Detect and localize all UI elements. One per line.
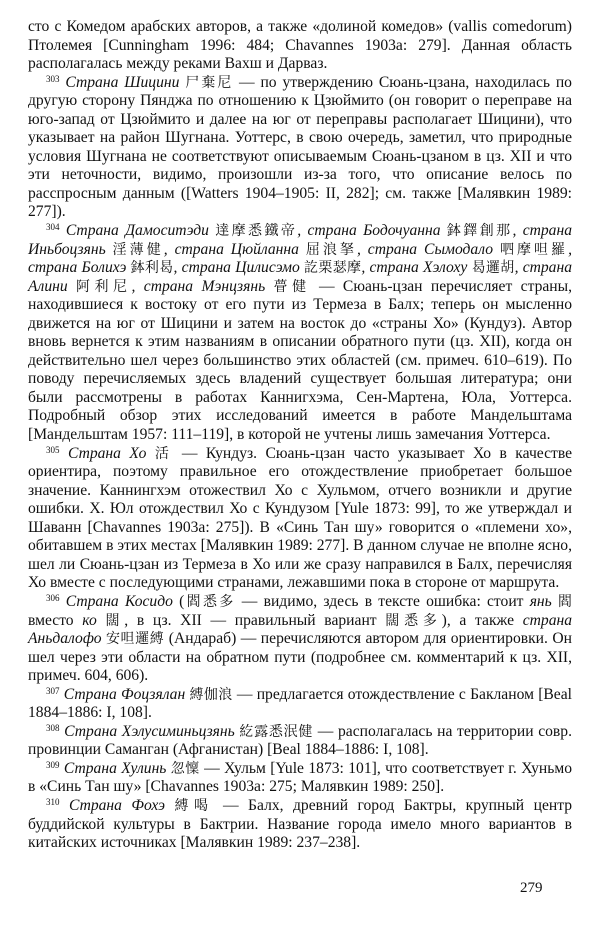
country-name: , страна Болихэ bbox=[28, 240, 573, 277]
footnote-305 bbox=[28, 445, 572, 593]
country-name: , страна Цилисэмо bbox=[173, 259, 300, 277]
country-name: Страна Дамоситэди bbox=[65, 222, 209, 240]
chinese-characters: 縛喝 bbox=[174, 797, 214, 814]
chinese-characters: 闊 bbox=[105, 612, 125, 629]
chinese-characters: 鉢鐸創那 bbox=[446, 223, 513, 240]
footnote-number: 305 bbox=[46, 444, 60, 455]
footnote-number: 304 bbox=[46, 222, 60, 233]
footnote-text: — Кундуз. Сюань-цзан часто указывает Хо в качестве ориентира, поэтому правильное его отождествление приобретает большое значение. Каннингхэм отожествил Хо с Хульмом, отчего возникли и другие ошибки. Х. Юл отождествил Хо с Кундузом [Yule 1873: 99], то же утверждал и Шаванн [Chavannes 1903a: 275]). В «Синь Тан шу» говорится о «племени хо», обитавшем в этих местах [Малявкин 1989: 277]. В данном случае не вполне ясно, шел ли Сюань-цзан из Термеза в Хо или же сразу направился в Балх, перечисляя Хо вместе с последующими странами, лежавшими пока в стороне от маршрута. bbox=[28, 444, 573, 592]
country-name: Страна Шицини bbox=[65, 73, 180, 91]
footnote-text: — видимо, здесь в тексте ошибка: стоит bbox=[235, 592, 530, 610]
chinese-characters: 曷邏胡 bbox=[471, 260, 515, 277]
chinese-characters: 阿利尼 bbox=[76, 278, 132, 295]
footnote-303 bbox=[28, 74, 572, 222]
chinese-characters: 瞢健 bbox=[273, 278, 311, 295]
continuation-paragraph: сто с Комедом арабских авторов, а также «долиной комедов» (vallis comedorum) Птолемея [Cunningham 1996: 484; Chavannes 1903a: 279]. Данная область располагалась между реками Вахш и Дарваз. bbox=[28, 18, 572, 73]
term: янь bbox=[529, 592, 552, 610]
footnote-text: — Балх, древний город Бактры, крупный центр буддийской культуры в Бактрии. Название города имело много вариантов в китайских источниках [Малявкин 1989: 237–238]. bbox=[28, 796, 573, 852]
country-name: , страна Бодочуанна bbox=[297, 222, 441, 240]
chinese-characters: 鉢利曷 bbox=[130, 260, 174, 277]
footnote-text: — Хульм [Yule 1873: 101], что соответствует г. Хуньмо в «Синь Тан шу» [Chavannes 1903a: 275; Малявкин 1989: 250]. bbox=[28, 759, 572, 796]
country-name: Страна Косидо bbox=[65, 592, 173, 610]
chinese-characters: 閻 bbox=[558, 593, 572, 610]
footnote-number: 310 bbox=[46, 796, 60, 807]
footnote-text: (Андараб) — перечисляются автором для ориентировки. Он шел через эти области на обратном пути (подробнее см. комментарий к цз. XII, примеч. 604, 606). bbox=[28, 630, 573, 685]
footnote-text: — располагалась на территории совр. провинции Саманган (Афганистан) [Beal 1884–1886: I, 108]. bbox=[28, 722, 572, 759]
chinese-characters: 訖栗瑟摩 bbox=[304, 260, 362, 277]
footnote-309 bbox=[28, 760, 572, 797]
country-name: , страна Иньбоцзянь bbox=[28, 222, 573, 258]
chinese-characters: 忽懍 bbox=[170, 760, 200, 777]
country-name: Страна Хэлусиминьцзянь bbox=[64, 722, 235, 740]
footnote-304 bbox=[28, 222, 572, 445]
chinese-characters: 安呾邏縛 bbox=[105, 631, 165, 648]
footnote-number: 303 bbox=[46, 73, 60, 84]
footnote-number: 308 bbox=[46, 722, 60, 733]
chinese-characters: 活 bbox=[154, 445, 174, 462]
footnote-310 bbox=[28, 797, 572, 853]
chinese-characters: 淫薄健 bbox=[112, 241, 164, 258]
country-name: , страна Цюйланна bbox=[163, 240, 299, 258]
chinese-characters: 屈浪拏 bbox=[305, 241, 357, 258]
chinese-characters: 闊悉多 bbox=[385, 612, 442, 629]
country-name: , страна Мэнцзянь bbox=[131, 277, 266, 295]
country-name: , страна Сымодало bbox=[356, 240, 494, 258]
country-name: , страна Хэлоху bbox=[361, 259, 468, 277]
footnote-text: , в цз. XII — правильный вариант bbox=[124, 611, 386, 629]
footnote-number: 307 bbox=[46, 685, 60, 696]
country-name: Страна Фохэ bbox=[68, 796, 166, 814]
footnote-text: — по утверждению Сюань-цзана, находилась по другую сторону Пянджа по отношению к Цзюймито (он говорит о переправе на юго-запад от Цзюймито и далее на юг от переправы располагает Шицини), что указывает на район Шугнана. Уоттерс, в свою очередь, заметил, что природные условия Шугнана не соответствуют описываемым Сюань-цзаном в цз. XII и что эти неточности, видимо, произошли из-за того, что описание велось по расспросным данным ([Watters 1904–1905: II, 282]; см. также [Малявкин 1989: 277]). bbox=[28, 73, 572, 221]
chinese-characters: 紇露悉泯健 bbox=[239, 723, 314, 740]
footnote-text: — предлагается отождествление с Бакланом [Beal 1884–1886: I, 108]. bbox=[28, 685, 572, 722]
country-name: Страна Фоцзялан bbox=[63, 685, 186, 703]
footnote-text: вместо bbox=[28, 611, 83, 629]
chinese-characters: 達摩悉鐵帝 bbox=[215, 223, 298, 240]
footnote-308 bbox=[28, 723, 572, 760]
chinese-characters: 閻悉多 bbox=[184, 593, 236, 610]
footnote-text: ( bbox=[172, 592, 185, 610]
page-text bbox=[28, 18, 572, 853]
footnote-number: 309 bbox=[46, 759, 60, 770]
country-name: страна Аньдалофо bbox=[28, 611, 573, 648]
country-name: Страна Хо bbox=[67, 444, 147, 462]
footnote-number: 306 bbox=[46, 592, 60, 603]
term: ко bbox=[82, 611, 97, 629]
chinese-characters: 縛伽浪 bbox=[189, 686, 233, 703]
chinese-characters: 尸棄尼 bbox=[185, 74, 234, 91]
country-name: , страна Алини bbox=[28, 259, 573, 295]
footnote-307 bbox=[28, 686, 572, 723]
footnote-text: ), а также bbox=[441, 611, 523, 629]
footnote-306 bbox=[28, 593, 572, 686]
footnote-text: — Сюань-цзан перечисляет страны, находившиеся к востоку от его пути из Термеза в Балх; теперь он мысленно движется на юг от Шицини и затем на восток до «страны Хо» (Кундуз). Автор вновь вернется к этим названиям в описании обратного пути (цз. XII), когда он действительно шел через большинство этих областей (см. примеч. 610–619). По поводу перечисляемых здесь владений существует большая литература; они были рассмотрены в работах Каннигхэма, Сен-Мартена, Юла, Уоттерса. Подробный обзор этих исследований имеется в работе Мандельштама [Мандельштам 1957: 111–119], в которой не учтены лишь замечания Уоттерса. bbox=[28, 277, 573, 444]
chinese-characters: 呬摩呾羅 bbox=[499, 241, 569, 258]
page-number: 279 bbox=[520, 880, 543, 896]
country-name: Страна Хулинь bbox=[63, 759, 167, 777]
